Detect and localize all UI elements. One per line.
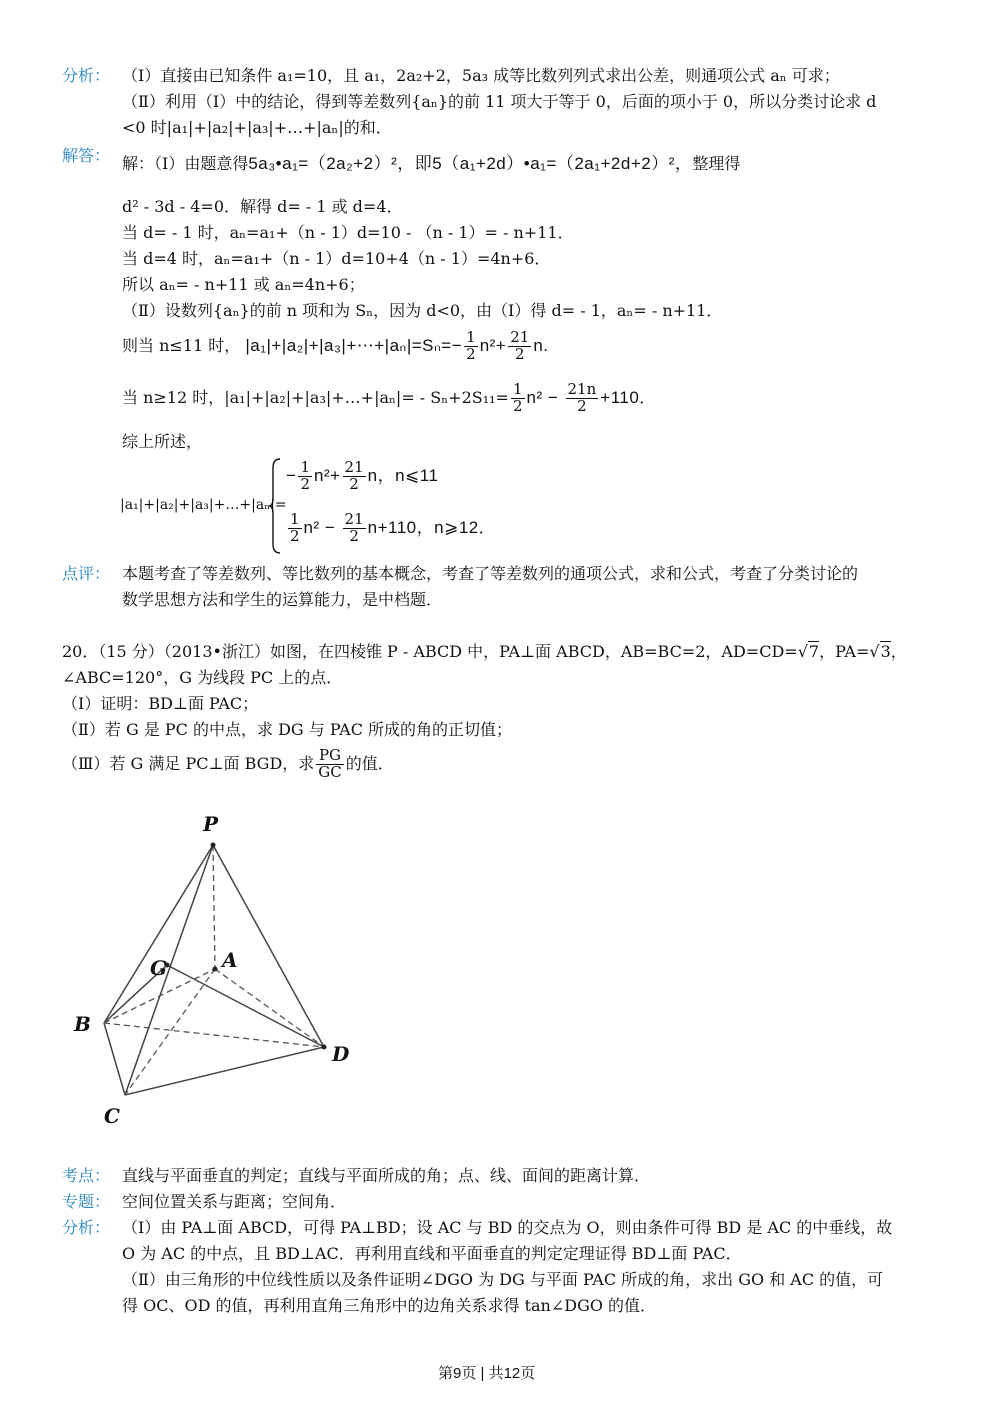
pyramid-figure [60,805,380,1135]
problem-20-line-1: 20．（15 分）（2013•浙江）如图，在四棱锥 P - ABCD 中，PA⊥面 ABCD，AB=BC=2，AD=CD=√7，PA=√3， [62,642,907,661]
solution-line-9: 综上所述， [122,432,203,451]
problem-20-line-2: ∠ABC=120°，G 为线段 PC 上的点． [62,668,343,687]
comment-line-1: 本题考查了等差数列、等比数列的基本概念，考查了等差数列的通项公式，求和公式，考查了分类讨论的 [122,564,859,583]
analysis-20-line-1: （Ⅰ）由 PA⊥面 ABCD，可得 PA⊥BD；设 AC 与 BD 的交点为 O，则由条件可得 BD 是 AC 的中垂线，故 [122,1218,893,1237]
sqrt-7: 7 [808,642,820,661]
solution-label: 解答： [62,146,111,165]
solution-line-8: 当 n≥12 时，|a₁|+|a₂|+|a₃|+…+|aₙ|= - Sₙ+2S₁₁= $\frac{1}{2}$ n² − $\frac{21n}{2}$ +110． [122,380,656,415]
solution-line-2: d² - 3d - 4=0．解得 d= - 1 或 d=4． [122,197,403,216]
analysis-line-1: （Ⅰ）直接由已知条件 a₁=10，且 a₁，2a₂+2，5a₃ 成等比数列列式求出公差，则通项公式 aₙ 可求； [122,66,840,85]
formula-sum-case1: |a₁|+|a₂|+|a₃|+⋯+|aₙ|=Sₙ=− [245,335,463,355]
problem-20-part-3: （Ⅲ）若 G 满足 PC⊥面 BGD，求 $\frac{PG}{GC}$ 的值． [62,746,394,781]
solution-line-5: 所以 aₙ= - n+11 或 aₙ=4n+6； [122,275,365,294]
problem-20-part-1: （Ⅰ）证明：BD⊥面 PAC； [62,694,259,713]
kaodian-text: 直线与平面垂直的判定；直线与平面所成的角；点、线、面间的距离计算． [122,1166,651,1185]
analysis-20-line-3: （Ⅱ）由三角形的中位线性质以及条件证明∠DGO 为 DG 与平面 PAC 所成的角，求出 GO 和 AC 的值，可 [122,1270,884,1289]
sqrt-3: 3 [880,642,891,661]
solution-line-3: 当 d= - 1 时，aₙ=a₁+（n - 1）d=10 - （n - 1）= - n+11． [122,223,574,242]
comment-line-2: 数学思想方法和学生的运算能力，是中档题． [122,590,443,609]
piecewise-case-1: − $\frac{1}{2}$ n²+ $\frac{21}{2}$ n，n⩽11 [286,458,439,493]
zhuanti-label: 专题： [62,1192,111,1211]
vertex-label-g: G [150,956,168,980]
analysis-20-line-2: O 为 AC 的中点，且 BD⊥AC．再利用直线和平面垂直的判定定理证得 BD⊥面 PAC． [122,1244,742,1263]
vertex-label-p: P [203,812,219,836]
page-footer: 第9页 | 共12页 [438,1365,536,1382]
piecewise-brace [268,458,282,554]
vertex-label-a: A [222,948,238,972]
solution-line-4: 当 d=4 时，aₙ=a₁+（n - 1）d=10+4（n - 1）=4n+6． [122,249,551,268]
vertex-label-c: C [104,1104,120,1128]
piecewise-sum-label: |a₁|+|a₂|+|a₃|+…+|aₙ|= [120,497,287,513]
solution-line-6: （Ⅱ）设数列{aₙ}的前 n 项和为 Sₙ，因为 d<0，由（Ⅰ）得 d= - 1，aₙ= - n+11． [122,301,723,320]
solution-line-1: 解：（Ⅰ）由题意得5a₃•a₁=（2a₂+2）²，即5（a₁+2d）•a₁=（2a₁+2d+2）²，整理得 [122,154,741,173]
problem-20-part-2: （Ⅱ）若 G 是 PC 的中点，求 DG 与 PAC 所成的角的正切值； [62,720,513,739]
analysis-20-label: 分析： [62,1218,111,1237]
vertex-label-d: D [332,1042,350,1066]
kaodian-label: 考点： [62,1166,111,1185]
fraction-pg-gc: $\frac{PG}{GC}$ [318,746,342,781]
formula-geometric-condition: 5a₃•a₁=（2a₂+2）²，即5（a₁+2d）•a₁=（2a₁+2d+2）²， [248,154,693,173]
solution-line-7: 则当 n≤11 时， |a₁|+|a₂|+|a₃|+⋯+|aₙ|=Sₙ=− $\frac{1}{2}$ n²+ $\frac{21}{2}$ n. [122,328,549,363]
analysis-line-2: （Ⅱ）利用（Ⅰ）中的结论，得到等差数列{aₙ}的前 11 项大于等于 0，后面的项小于 0，所以分类讨论求 d [122,92,877,111]
vertex-label-b: B [74,1012,91,1036]
zhuanti-text: 空间位置关系与距离；空间角． [122,1192,347,1211]
piecewise-case-2: $\frac{1}{2}$ n² − $\frac{21}{2}$ n+110，n⩾12． [290,510,495,545]
comment-label: 点评： [62,564,111,583]
analysis-label: 分析： [62,66,111,85]
analysis-20-line-4: 得 OC、OD 的值，再利用直角三角形中的边角关系求得 tan∠DGO 的值． [122,1296,657,1315]
analysis-line-3: <0 时|a₁|+|a₂|+|a₃|+…+|aₙ|的和． [122,118,392,137]
